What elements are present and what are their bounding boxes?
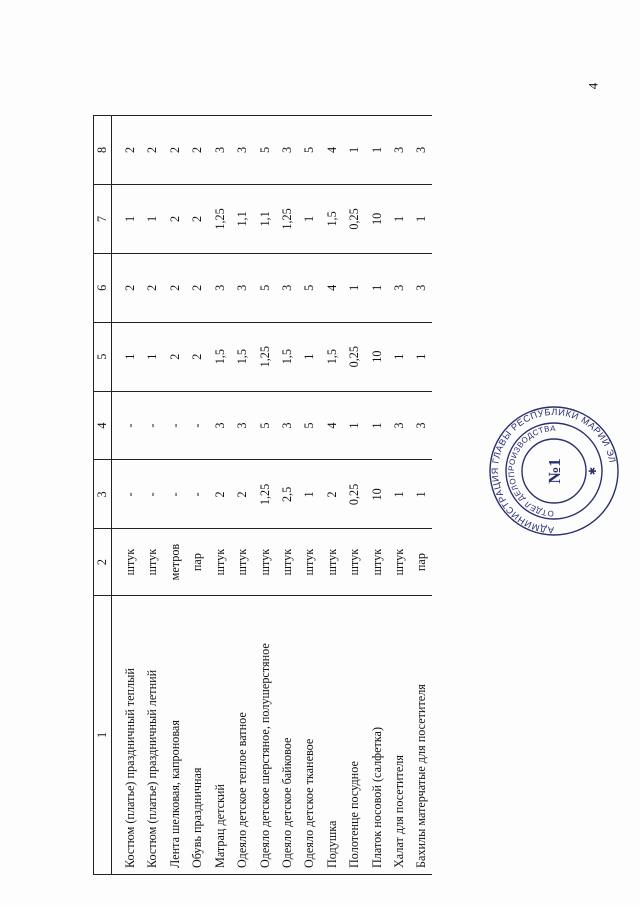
value-cell: 2	[185, 322, 207, 391]
value-cell: 0,25	[342, 184, 364, 253]
value-cell: 1,5	[320, 322, 342, 391]
item-name-cell: Лента шелковая, капроновая	[163, 595, 185, 874]
table-row	[112, 116, 141, 875]
item-name-cell: Костюм (платье) праздничный летний	[140, 595, 162, 874]
unit-cell: штук	[112, 529, 141, 595]
value-cell: 4	[320, 253, 342, 322]
value-cell: 0,25	[342, 460, 364, 529]
header-row	[94, 116, 112, 875]
table-row	[185, 116, 207, 875]
value-cell: 1	[140, 322, 162, 391]
value-cell: 10	[365, 322, 387, 391]
value-cell: 5	[297, 391, 319, 460]
value-cell: 3	[230, 253, 252, 322]
value-cell: 2	[163, 184, 185, 253]
value-cell: 2,5	[275, 460, 297, 529]
table-row	[297, 116, 319, 875]
table-row	[163, 116, 185, 875]
seal-outer-text: АДМИНИСТРАЦИЯ ГЛАВЫ РЕСПУБЛИКИ МАРИЙ ЭЛ	[489, 406, 618, 536]
value-cell: 1	[409, 322, 431, 391]
value-cell: 5	[253, 253, 275, 322]
header-cell: 4	[94, 391, 112, 460]
value-cell: -	[140, 460, 162, 529]
value-cell: 1	[409, 184, 431, 253]
value-cell: 3	[275, 253, 297, 322]
value-cell: 1	[342, 391, 364, 460]
value-cell: 2	[185, 253, 207, 322]
value-cell: 1	[112, 322, 141, 391]
header-cell: 2	[94, 529, 112, 595]
item-name-cell: Костюм (платье) праздничный теплый	[112, 595, 141, 874]
value-cell: 2	[112, 253, 141, 322]
value-cell: 1,25	[253, 322, 275, 391]
value-cell: 2	[112, 116, 141, 185]
table-row	[320, 116, 342, 875]
official-seal	[488, 405, 620, 537]
unit-cell: штук	[320, 529, 342, 595]
unit-cell: штук	[230, 529, 252, 595]
unit-cell: метров	[163, 529, 185, 595]
value-cell: 1,25	[253, 460, 275, 529]
item-name-cell: Бахилы матерчатые для посетителя	[409, 595, 431, 874]
unit-cell: штук	[342, 529, 364, 595]
value-cell: 1,1	[230, 184, 252, 253]
unit-cell: штук	[140, 529, 162, 595]
item-name-cell: Одеяло детское теплое ватное	[230, 595, 252, 874]
value-cell: -	[163, 460, 185, 529]
value-cell: 1,5	[208, 322, 230, 391]
value-cell: 1	[140, 184, 162, 253]
table-row	[409, 116, 431, 875]
value-cell: 5	[297, 116, 319, 185]
value-cell: 3	[208, 253, 230, 322]
value-cell: 3	[230, 116, 252, 185]
value-cell: 1	[365, 116, 387, 185]
seal-number: №1	[545, 458, 564, 484]
value-cell: 1,5	[320, 184, 342, 253]
value-cell: -	[185, 391, 207, 460]
value-cell: 1	[387, 184, 409, 253]
table-row	[365, 116, 387, 875]
value-cell: 1	[365, 253, 387, 322]
value-cell: 1	[387, 460, 409, 529]
item-name-cell: Полотенце посудное	[342, 595, 364, 874]
value-cell: -	[140, 391, 162, 460]
value-cell: 1,5	[230, 322, 252, 391]
value-cell: 10	[365, 460, 387, 529]
value-cell: 4	[320, 391, 342, 460]
value-cell: 2	[163, 322, 185, 391]
value-cell: 1	[409, 460, 431, 529]
seal-star-icon: ✱	[588, 466, 599, 476]
norms-table	[93, 115, 432, 875]
value-cell: 1,1	[253, 184, 275, 253]
unit-cell: штук	[297, 529, 319, 595]
unit-cell: штук	[275, 529, 297, 595]
table-row	[342, 116, 364, 875]
unit-cell: штук	[387, 529, 409, 595]
item-name-cell: Одеяло детское шерстяное, полушерстяное	[253, 595, 275, 874]
value-cell: 1	[297, 184, 319, 253]
page-number: 4	[585, 82, 601, 90]
value-cell: 2	[163, 116, 185, 185]
unit-cell: штук	[365, 529, 387, 595]
value-cell: 4	[320, 116, 342, 185]
value-cell: 3	[230, 391, 252, 460]
value-cell: 1	[297, 460, 319, 529]
value-cell: 2	[320, 460, 342, 529]
table-row	[387, 116, 409, 875]
value-cell: 1	[365, 391, 387, 460]
unit-cell: пар	[409, 529, 431, 595]
header-cell: 3	[94, 460, 112, 529]
value-cell: -	[112, 391, 141, 460]
value-cell: 3	[387, 391, 409, 460]
header-cell: 1	[94, 595, 112, 874]
item-name-cell: Платок носовой (салфетка)	[365, 595, 387, 874]
value-cell: 2	[140, 253, 162, 322]
value-cell: 3	[275, 116, 297, 185]
table-row	[275, 116, 297, 875]
value-cell: 2	[140, 116, 162, 185]
seal-inner-text: ОТДЕЛ ДЕЛОПРОИЗВОДСТВА	[506, 423, 557, 519]
value-cell: 3	[387, 253, 409, 322]
unit-cell: пар	[185, 529, 207, 595]
value-cell: 2	[208, 460, 230, 529]
value-cell: 2	[185, 184, 207, 253]
value-cell: 3	[208, 116, 230, 185]
value-cell: 1	[297, 322, 319, 391]
value-cell: 2	[163, 253, 185, 322]
value-cell: 2	[185, 116, 207, 185]
header-cell: 7	[94, 184, 112, 253]
header-cell: 8	[94, 116, 112, 185]
value-cell: 10	[365, 184, 387, 253]
item-name-cell: Обувь праздничная	[185, 595, 207, 874]
value-cell: 5	[253, 391, 275, 460]
table-row	[208, 116, 230, 875]
value-cell: 5	[253, 116, 275, 185]
item-name-cell: Одеяло детское байковое	[275, 595, 297, 874]
value-cell: 3	[409, 116, 431, 185]
header-cell: 6	[94, 253, 112, 322]
unit-cell: штук	[253, 529, 275, 595]
value-cell: 1,5	[275, 322, 297, 391]
value-cell: -	[185, 460, 207, 529]
value-cell: 5	[297, 253, 319, 322]
value-cell: 3	[409, 391, 431, 460]
value-cell: 0,25	[342, 322, 364, 391]
table-row	[230, 116, 252, 875]
value-cell: 1,25	[275, 184, 297, 253]
value-cell: 3	[208, 391, 230, 460]
item-name-cell: Подушка	[320, 595, 342, 874]
unit-cell: штук	[208, 529, 230, 595]
value-cell: -	[112, 460, 141, 529]
value-cell: 1	[112, 184, 141, 253]
value-cell: 1	[342, 116, 364, 185]
item-name-cell: Халат для посетителя	[387, 595, 409, 874]
item-name-cell: Матрац детский	[208, 595, 230, 874]
table-row	[253, 116, 275, 875]
table-body	[112, 116, 432, 875]
value-cell: 1,25	[208, 184, 230, 253]
item-name-cell: Одеяло детское тканевое	[297, 595, 319, 874]
value-cell: -	[163, 391, 185, 460]
value-cell: 1	[342, 253, 364, 322]
value-cell: 3	[387, 116, 409, 185]
table-row	[140, 116, 162, 875]
value-cell: 1	[387, 322, 409, 391]
rotated-table-container	[93, 115, 543, 875]
value-cell: 3	[275, 391, 297, 460]
value-cell: 3	[409, 253, 431, 322]
value-cell: 2	[230, 460, 252, 529]
header-cell: 5	[94, 322, 112, 391]
